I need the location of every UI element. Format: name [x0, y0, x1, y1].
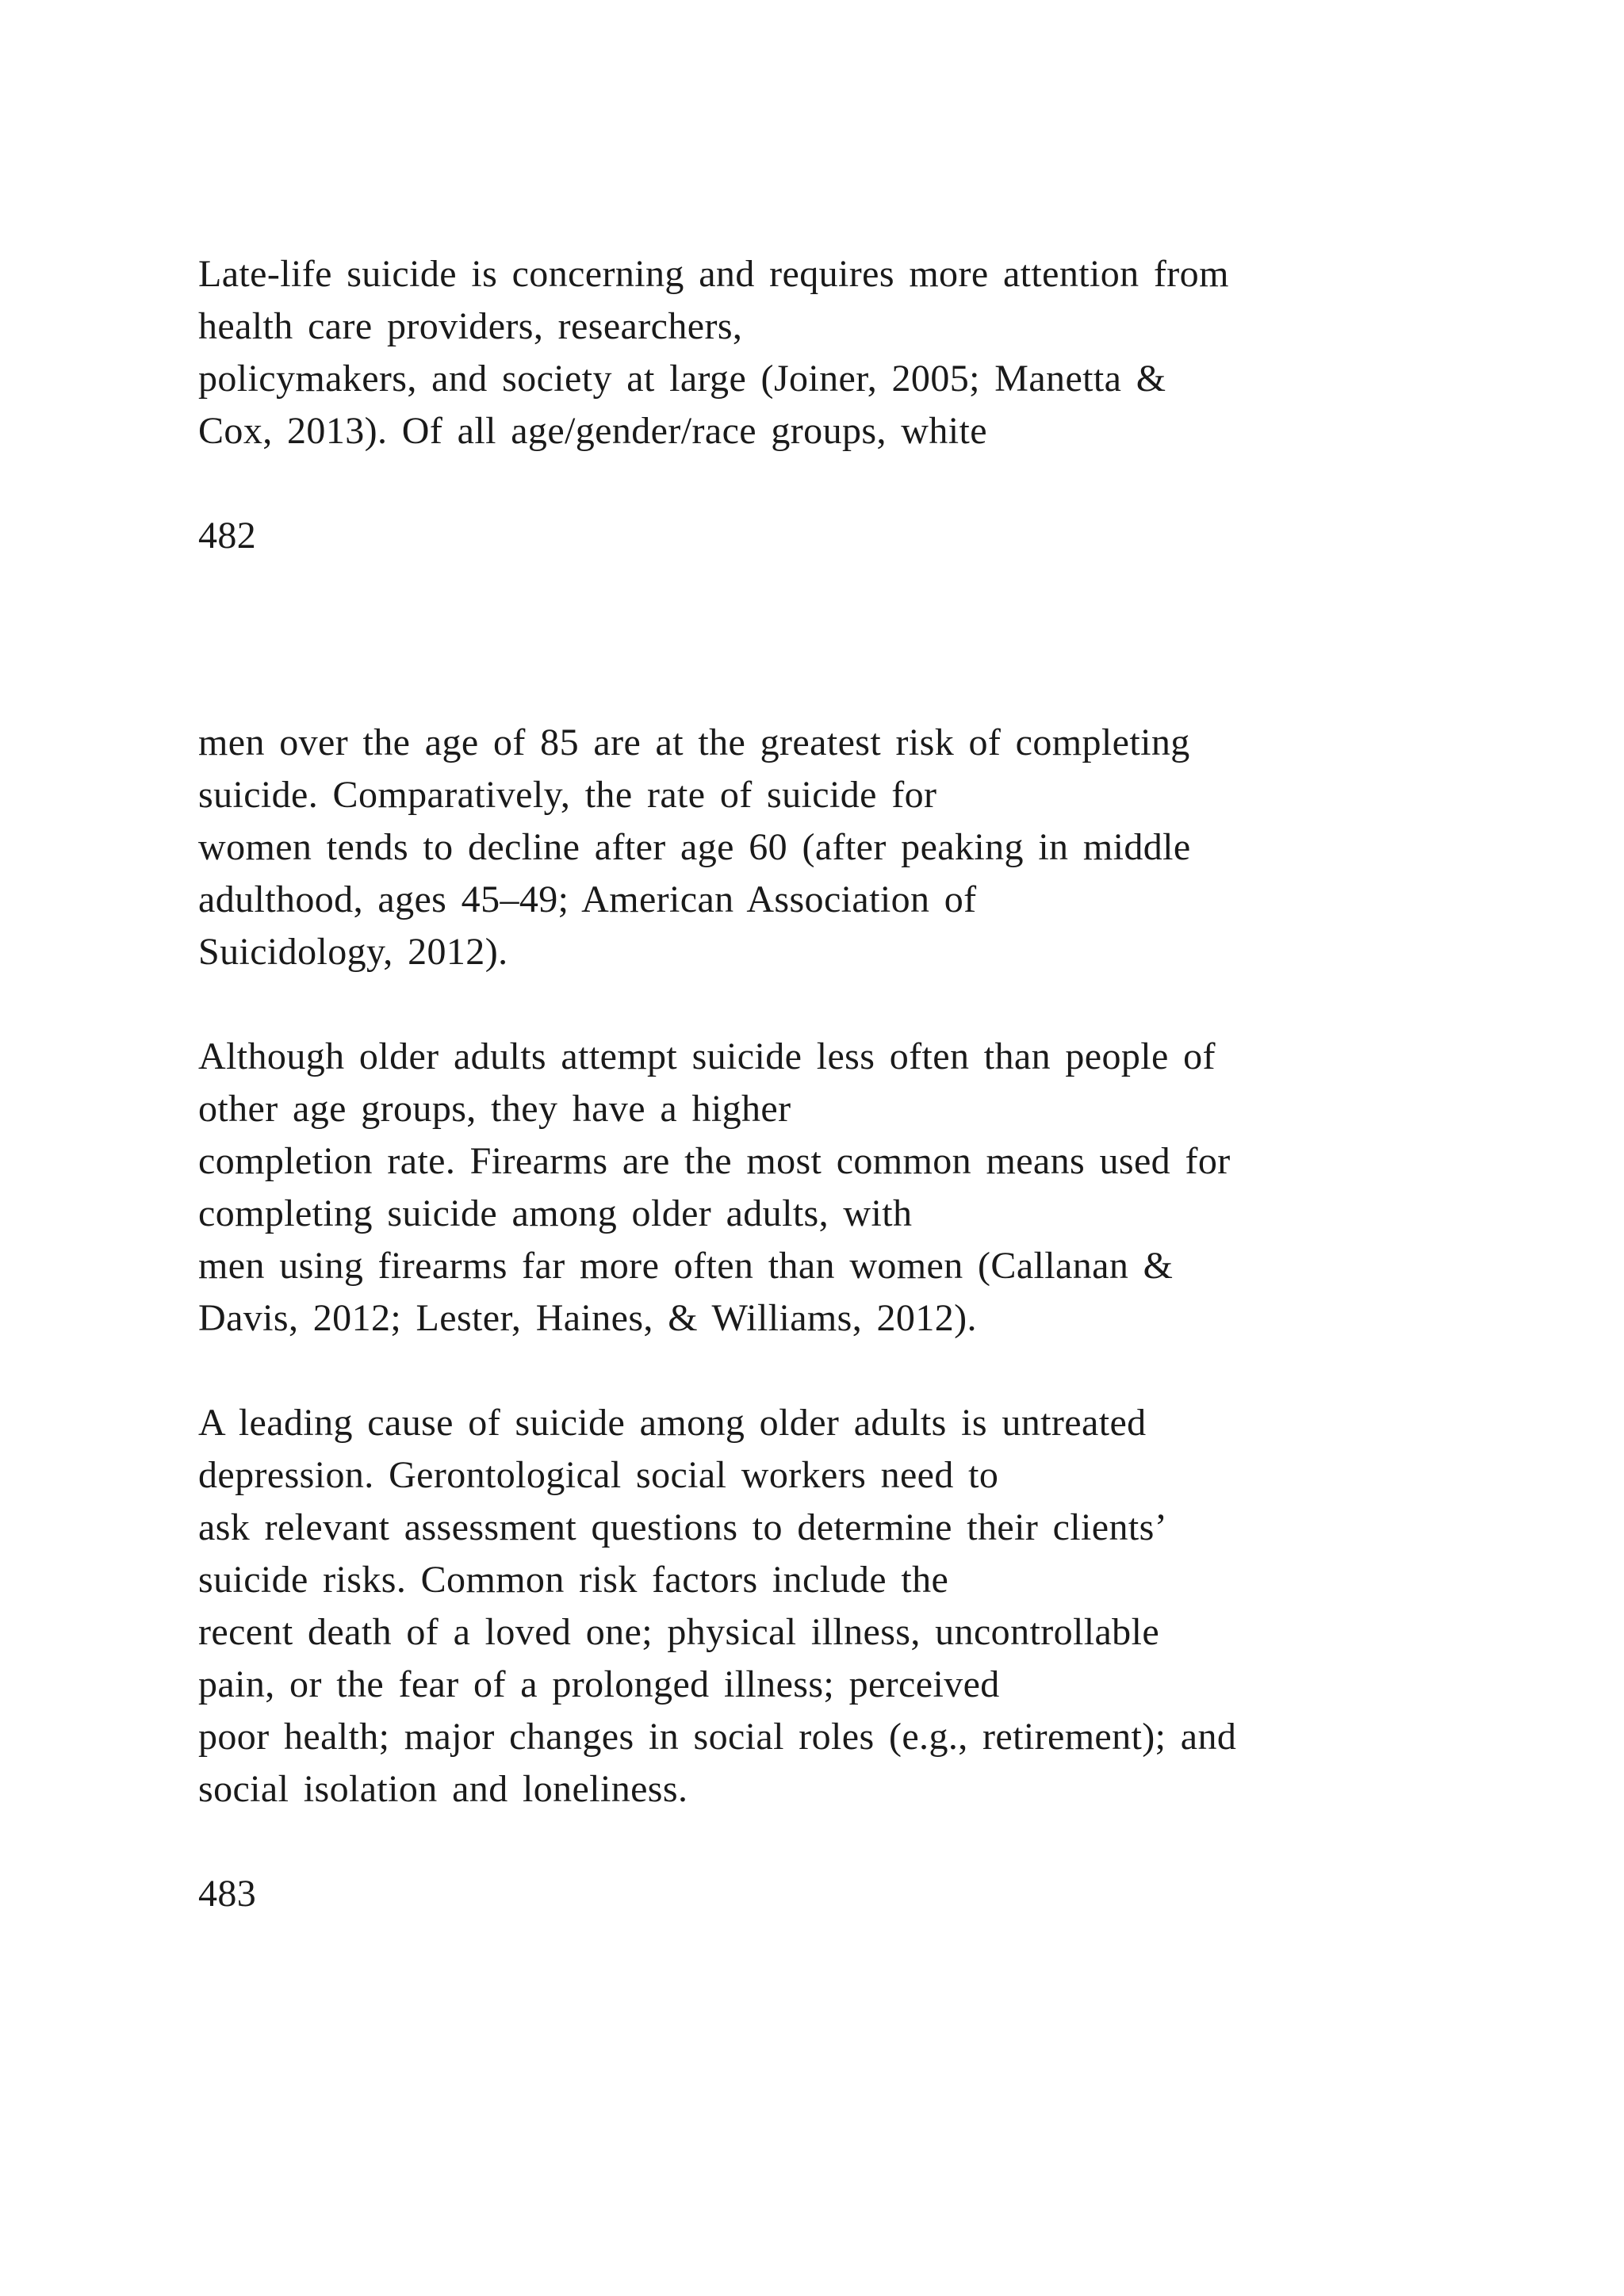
paragraph-line: men over the age of 85 are at the greatest risk of completing [198, 721, 1190, 763]
paragraph-line: depression. Gerontological social workers need to [198, 1454, 999, 1496]
page-number: 482 [198, 515, 257, 557]
paragraph-line: Late-life suicide is concerning and requires more attention from [198, 253, 1229, 295]
paragraph-line: pain, or the fear of a prolonged illness; perceived [198, 1663, 1000, 1705]
paragraph-line: poor health; major changes in social roles (e.g., retirement); and [198, 1716, 1237, 1758]
paragraph-line: Although older adults attempt suicide less often than people of [198, 1035, 1216, 1077]
paragraph-line: women tends to decline after age 60 (after peaking in middle [198, 826, 1191, 868]
paragraph-line: Cox, 2013). Of all age/gender/race groups, white [198, 410, 987, 452]
paragraph-line: ask relevant assessment questions to determine their clients’ [198, 1506, 1168, 1548]
paragraph-line: suicide. Comparatively, the rate of suicide for [198, 774, 937, 816]
paragraph-line: policymakers, and society at large (Joiner, 2005; Manetta & [198, 358, 1166, 400]
paragraph-line: adulthood, ages 45–49; American Association of [198, 878, 977, 920]
paragraph-line: completing suicide among older adults, with [198, 1192, 913, 1234]
paragraph-line: Suicidology, 2012). [198, 931, 508, 973]
paragraph-line: Davis, 2012; Lester, Haines, & Williams, 2012). [198, 1297, 977, 1339]
paragraph-line: other age groups, they have a higher [198, 1088, 791, 1130]
paragraph-line: health care providers, researchers, [198, 305, 743, 347]
paragraph-line: men using firearms far more often than women (Callanan & [198, 1245, 1174, 1287]
page-number: 483 [198, 1873, 257, 1915]
paragraph-line: recent death of a loved one; physical illness, uncontrollable [198, 1611, 1160, 1653]
paragraph-line: completion rate. Firearms are the most common means used for [198, 1140, 1231, 1182]
paragraph-line: social isolation and loneliness. [198, 1768, 688, 1810]
paragraph-line: suicide risks. Common risk factors include the [198, 1559, 949, 1601]
paragraph-line: A leading cause of suicide among older adults is untreated [198, 1402, 1147, 1444]
